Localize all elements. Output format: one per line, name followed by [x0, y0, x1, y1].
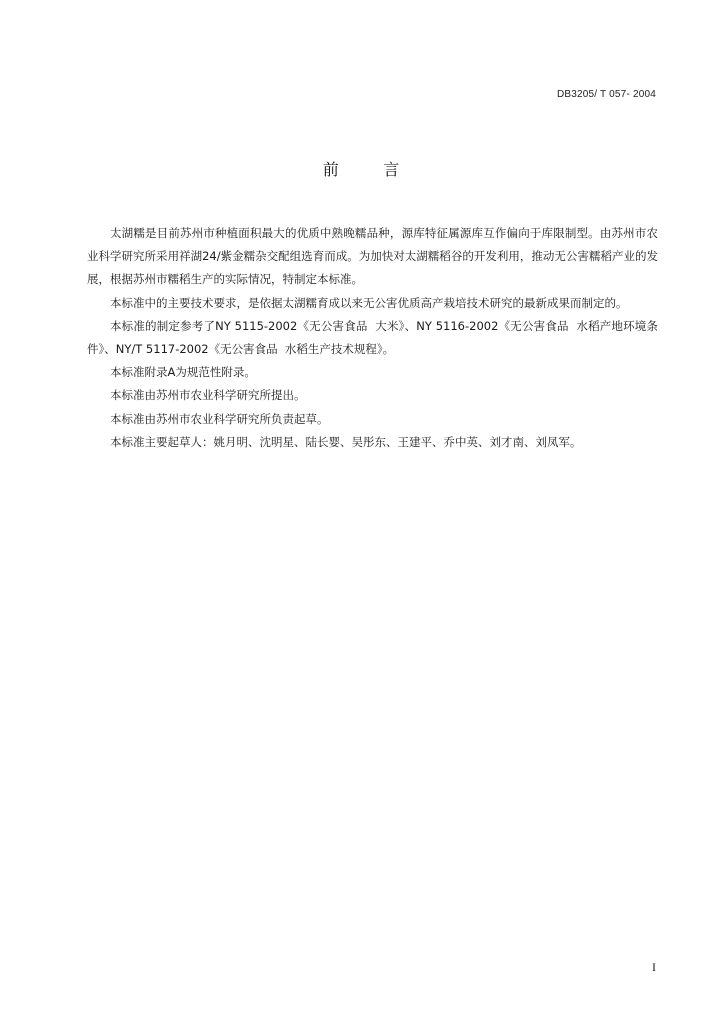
- preface-body: [87, 222, 658, 454]
- paragraph-appendix: 本标准附录A为规范性附录。: [110, 365, 256, 380]
- paragraph-proposer: 本标准由苏州市农业科学研究所提出。: [110, 388, 306, 403]
- paragraph-authors: 本标准主要起草人：姚月明、沈明星、陆长婴、吴彤东、王建平、乔中英、刘才南、刘凤军。: [110, 434, 582, 449]
- paragraph-drafter: 本标准由苏州市农业科学研究所负责起草。: [110, 411, 329, 426]
- paragraph-background: 太湖糯是目前苏州市种植面积最大的优质中熟晚糯品种，源库特征属源库互作偏向于库限制型。由苏州市农业科学研究所采用祥湖24/紫金糯杂交配组选育而成。为加快对太湖糯稻谷的开发利用，推动无公害糯稻产业的发展，根据苏州市糯稻生产的实际情况，特制定本标准。: [87, 226, 658, 287]
- paragraph-basis: 本标准中的主要技术要求，是依据太湖糯育成以来无公害优质高产栽培技术研究的最新成果而制定的。: [110, 295, 628, 310]
- page-title: 前 言: [322, 160, 402, 179]
- standard-code: DB3205/ T 057- 2004: [556, 89, 656, 100]
- paragraph-references: 本标准的制定参考了NY 5115-2002《无公害食品 大米》、NY 5116-2002《无公害食品 水稻产地环境条件》、NY/T 5117-2002《无公害食品 水稻生产技术规程》。: [87, 318, 658, 357]
- page-number: I: [652, 960, 656, 974]
